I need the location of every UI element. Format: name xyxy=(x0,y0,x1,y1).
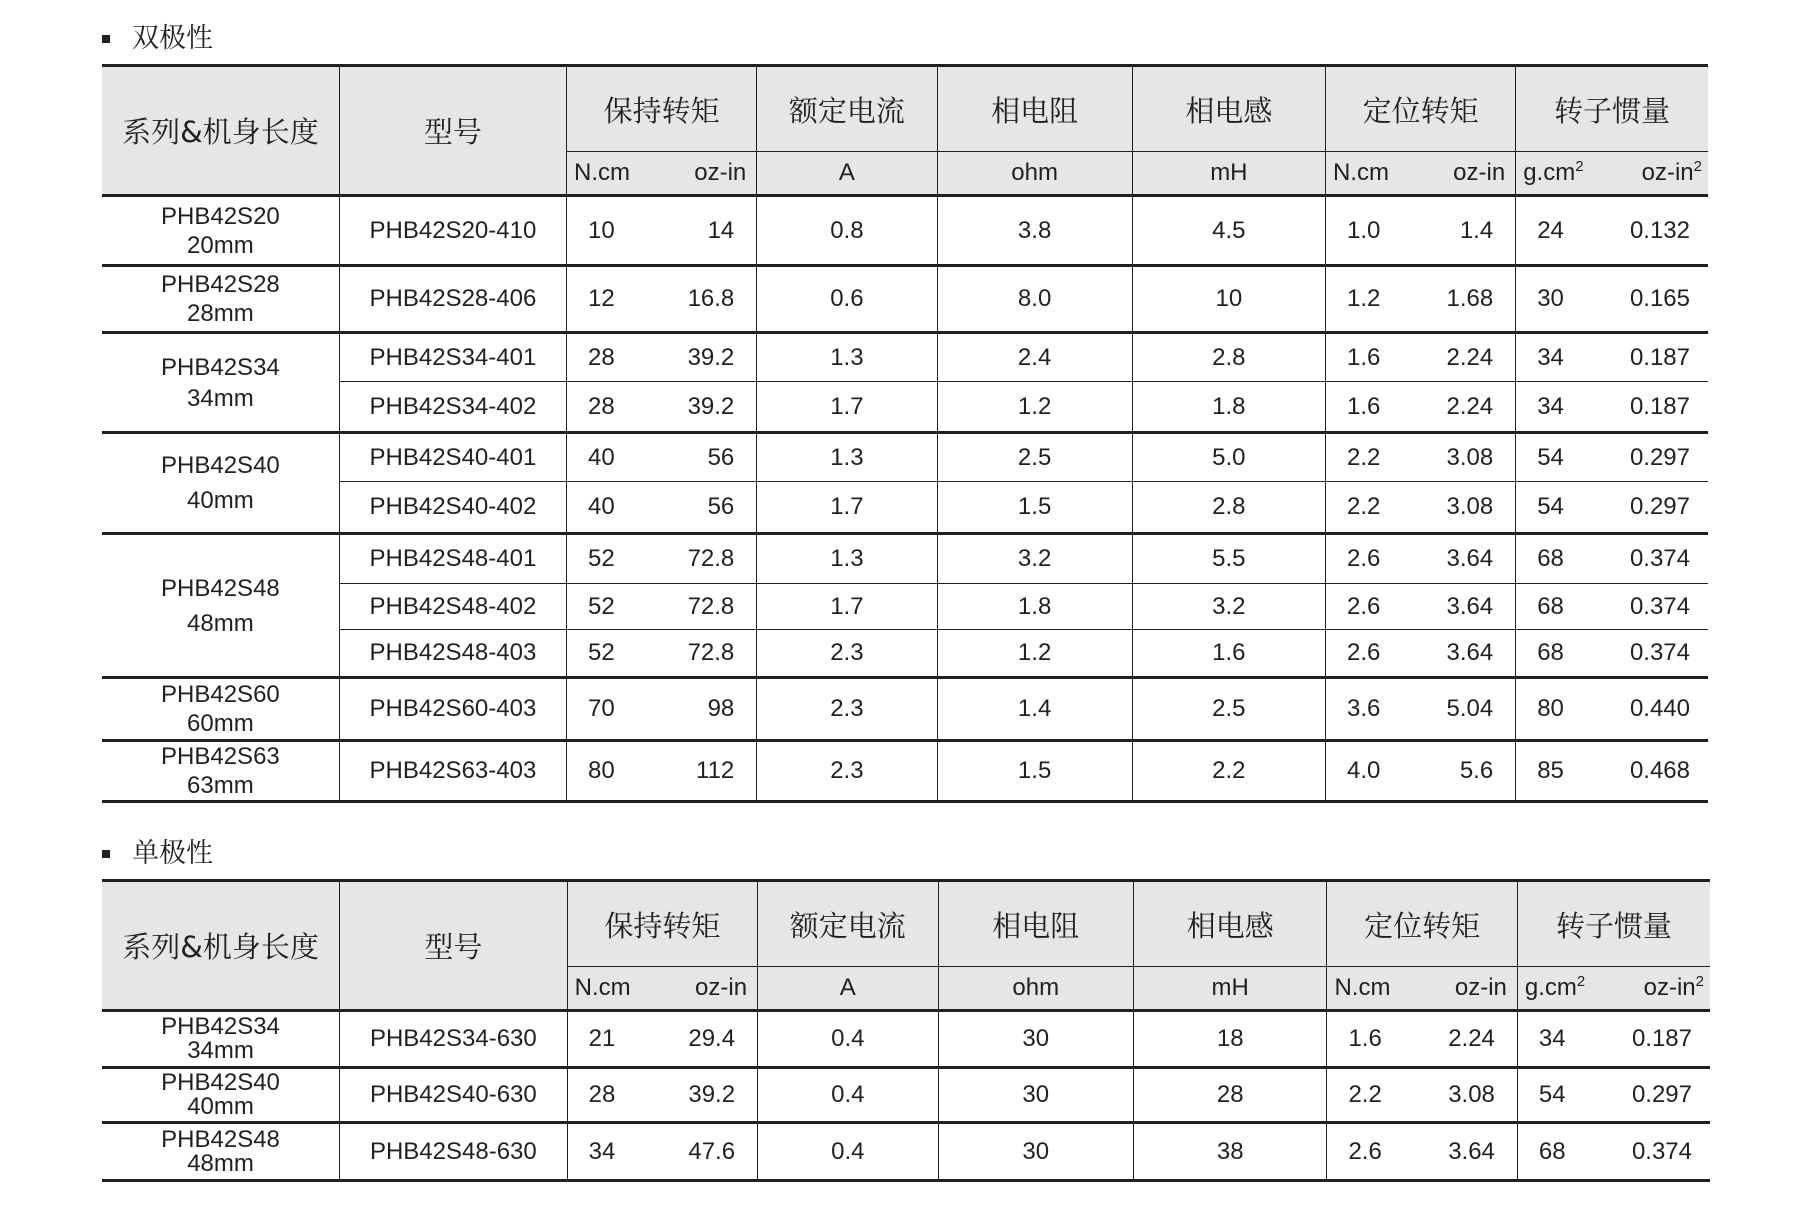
holding-torque-ozin-cell: 112 xyxy=(662,741,757,802)
header-model: 型号 xyxy=(339,66,566,196)
rotor-inertia-ozin-cell: 0.297 xyxy=(1609,482,1708,534)
rated-current-cell: 1.7 xyxy=(757,482,937,534)
detent-torque-ozin-cell: 2.24 xyxy=(1421,382,1516,433)
rotor-inertia-gcm-cell: 54 xyxy=(1516,482,1609,534)
series-name: PHB42S48 xyxy=(161,1125,280,1153)
series-cell xyxy=(102,741,339,802)
rated-current-cell: 1.3 xyxy=(757,534,937,584)
phase-resistance-cell: 1.5 xyxy=(937,741,1132,802)
table-row xyxy=(102,1011,1710,1068)
detent-torque-ozin-cell: 3.64 xyxy=(1421,630,1516,678)
rotor-inertia-gcm-cell: 68 xyxy=(1516,534,1609,584)
holding-torque-ncm-cell: 28 xyxy=(567,1068,662,1123)
header-holding-torque: 保持转矩 xyxy=(567,66,757,152)
detent-torque-ncm-cell: 2.2 xyxy=(1327,1068,1422,1123)
series-cell xyxy=(102,678,339,741)
phase-resistance-cell: 30 xyxy=(938,1123,1133,1181)
rotor-inertia-ozin-cell: 0.165 xyxy=(1609,266,1708,333)
detent-torque-ozin-cell: 3.64 xyxy=(1422,1123,1517,1181)
table-row xyxy=(102,678,1708,741)
rated-current-cell: 2.3 xyxy=(757,678,937,741)
series-name: PHB42S48 xyxy=(161,574,280,602)
table-row xyxy=(102,266,1708,333)
unit-amp: A xyxy=(758,967,938,1011)
series-length: 20mm xyxy=(187,231,254,259)
header-series: 系列&机身长度 xyxy=(102,881,340,1011)
rotor-inertia-gcm-cell: 54 xyxy=(1516,433,1609,482)
series-cell xyxy=(102,1011,340,1068)
series-name: PHB42S40 xyxy=(161,452,280,479)
phase-resistance-cell: 8.0 xyxy=(937,266,1132,333)
section-title-text: 双极性 xyxy=(132,23,213,54)
unit-gcm2: $g.cm^2$ xyxy=(1517,967,1610,1011)
series-length: 48mm xyxy=(187,609,254,637)
bullet-icon xyxy=(102,850,110,858)
header-detent-torque: 定位转矩 xyxy=(1325,66,1515,152)
header-model: 型号 xyxy=(340,881,568,1011)
series-name: PHB42S40 xyxy=(161,1069,280,1096)
rotor-inertia-gcm-cell: 68 xyxy=(1516,584,1609,630)
series-cell xyxy=(102,433,339,534)
model-cell: PHB42S48-630 xyxy=(340,1123,568,1181)
unit-ozin: oz-in xyxy=(1421,152,1516,196)
rotor-inertia-ozin-cell: 0.374 xyxy=(1609,630,1708,678)
phase-inductance-cell: 3.2 xyxy=(1132,584,1325,630)
table-row xyxy=(102,534,1708,584)
rated-current-cell: 1.3 xyxy=(757,333,937,382)
rotor-inertia-gcm-cell: 34 xyxy=(1516,382,1609,433)
section-title-unipolar xyxy=(102,837,213,871)
series-name: PHB42S63 xyxy=(161,743,280,770)
unit-ozin: oz-in xyxy=(1422,967,1517,1011)
rotor-inertia-ozin-cell: 0.440 xyxy=(1609,678,1708,741)
rotor-inertia-gcm-cell: 54 xyxy=(1517,1068,1610,1123)
model-cell: PHB42S34-630 xyxy=(340,1011,568,1068)
unit-ncm: N.cm xyxy=(1325,152,1420,196)
holding-torque-ncm-cell: 21 xyxy=(567,1011,662,1068)
unit-ozin2: $oz-in^2$ xyxy=(1611,967,1710,1011)
series-name: PHB42S34 xyxy=(161,1013,280,1040)
phase-inductance-cell: 2.2 xyxy=(1132,741,1325,802)
table-row xyxy=(102,433,1708,482)
detent-torque-ozin-cell: 5.04 xyxy=(1421,678,1516,741)
rotor-inertia-ozin-cell: 0.374 xyxy=(1609,534,1708,584)
table-row xyxy=(102,196,1708,266)
detent-torque-ncm-cell: 2.6 xyxy=(1325,630,1420,678)
header-series: 系列&机身长度 xyxy=(102,66,339,196)
holding-torque-ncm-cell: 52 xyxy=(567,630,662,678)
detent-torque-ozin-cell: 3.64 xyxy=(1421,534,1516,584)
rotor-inertia-ozin-cell: 0.374 xyxy=(1609,584,1708,630)
unit-ozin2: $oz-in^2$ xyxy=(1609,152,1708,196)
series-cell xyxy=(102,266,339,333)
unit-mh: mH xyxy=(1132,152,1325,196)
model-cell: PHB42S28-406 xyxy=(339,266,566,333)
holding-torque-ozin-cell: 72.8 xyxy=(662,630,757,678)
series-cell xyxy=(102,333,339,433)
detent-torque-ozin-cell: 2.24 xyxy=(1421,333,1516,382)
header-detent-torque: 定位转矩 xyxy=(1327,881,1517,967)
series-name: PHB42S20 xyxy=(161,202,280,230)
unit-amp: A xyxy=(757,152,937,196)
rotor-inertia-gcm-cell: 68 xyxy=(1517,1123,1610,1181)
model-cell: PHB42S34-402 xyxy=(339,382,566,433)
bipolar-spec-table xyxy=(102,64,1708,803)
phase-inductance-cell: 1.8 xyxy=(1132,382,1325,433)
holding-torque-ncm-cell: 10 xyxy=(567,196,662,266)
series-length: 34mm xyxy=(187,1037,254,1064)
holding-torque-ncm-cell: 80 xyxy=(567,741,662,802)
rotor-inertia-gcm-cell: 30 xyxy=(1516,266,1609,333)
series-length: 63mm xyxy=(187,772,254,799)
phase-resistance-cell: 1.2 xyxy=(937,630,1132,678)
detent-torque-ncm-cell: 1.2 xyxy=(1325,266,1420,333)
detent-torque-ncm-cell: 2.6 xyxy=(1325,584,1420,630)
header-row xyxy=(102,66,1708,152)
table-row xyxy=(102,333,1708,382)
phase-inductance-cell: 2.8 xyxy=(1132,333,1325,382)
unit-ncm: N.cm xyxy=(1327,967,1422,1011)
holding-torque-ozin-cell: 47.6 xyxy=(662,1123,757,1181)
rotor-inertia-ozin-cell: 0.132 xyxy=(1609,196,1708,266)
unit-ohm: ohm xyxy=(938,967,1133,1011)
series-length: 48mm xyxy=(187,1149,254,1177)
phase-inductance-cell: 5.0 xyxy=(1132,433,1325,482)
series-length: 60mm xyxy=(187,710,254,737)
table-row xyxy=(102,630,1708,678)
model-cell: PHB42S63-403 xyxy=(339,741,566,802)
model-cell: PHB42S34-401 xyxy=(339,333,566,382)
model-cell: PHB42S48-403 xyxy=(339,630,566,678)
holding-torque-ncm-cell: 12 xyxy=(567,266,662,333)
series-name: PHB42S34 xyxy=(161,353,280,381)
holding-torque-ozin-cell: 56 xyxy=(662,482,757,534)
detent-torque-ozin-cell: 2.24 xyxy=(1422,1011,1517,1068)
detent-torque-ncm-cell: 2.6 xyxy=(1327,1123,1422,1181)
header-phase-resistance: 相电阻 xyxy=(938,881,1133,967)
series-length: 28mm xyxy=(187,300,254,327)
unipolar-spec-table xyxy=(102,879,1710,1182)
series-name: PHB42S28 xyxy=(161,271,280,298)
unit-ncm: N.cm xyxy=(567,967,662,1011)
rotor-inertia-gcm-cell: 68 xyxy=(1516,630,1609,678)
holding-torque-ncm-cell: 70 xyxy=(567,678,662,741)
rated-current-cell: 2.3 xyxy=(757,741,937,802)
phase-inductance-cell: 28 xyxy=(1133,1068,1326,1123)
holding-torque-ncm-cell: 40 xyxy=(567,433,662,482)
detent-torque-ozin-cell: 1.68 xyxy=(1421,266,1516,333)
section-title-bipolar xyxy=(102,22,213,56)
header-rated-current: 额定电流 xyxy=(758,881,938,967)
rotor-inertia-ozin-cell: 0.297 xyxy=(1611,1068,1710,1123)
section-title-text: 单极性 xyxy=(132,838,213,869)
series-length: 40mm xyxy=(187,1093,254,1120)
detent-torque-ncm-cell: 1.6 xyxy=(1327,1011,1422,1068)
detent-torque-ozin-cell: 5.6 xyxy=(1421,741,1516,802)
header-holding-torque: 保持转矩 xyxy=(567,881,757,967)
detent-torque-ncm-cell: 3.6 xyxy=(1325,678,1420,741)
header-rated-current: 额定电流 xyxy=(757,66,937,152)
unit-ohm: ohm xyxy=(937,152,1132,196)
header-row xyxy=(102,881,1710,967)
detent-torque-ncm-cell: 1.6 xyxy=(1325,382,1420,433)
rotor-inertia-ozin-cell: 0.468 xyxy=(1609,741,1708,802)
table-row xyxy=(102,584,1708,630)
rated-current-cell: 0.4 xyxy=(758,1123,938,1181)
holding-torque-ozin-cell: 39.2 xyxy=(662,382,757,433)
holding-torque-ozin-cell: 39.2 xyxy=(662,1068,757,1123)
holding-torque-ncm-cell: 28 xyxy=(567,333,662,382)
rotor-inertia-ozin-cell: 0.187 xyxy=(1611,1011,1710,1068)
holding-torque-ozin-cell: 56 xyxy=(662,433,757,482)
header-phase-inductance: 相电感 xyxy=(1132,66,1325,152)
detent-torque-ncm-cell: 2.2 xyxy=(1325,482,1420,534)
holding-torque-ncm-cell: 52 xyxy=(567,534,662,584)
phase-resistance-cell: 3.2 xyxy=(937,534,1132,584)
rotor-inertia-gcm-cell: 34 xyxy=(1516,333,1609,382)
unit-mh: mH xyxy=(1133,967,1326,1011)
phase-inductance-cell: 1.6 xyxy=(1132,630,1325,678)
rotor-inertia-ozin-cell: 0.187 xyxy=(1609,382,1708,433)
detent-torque-ncm-cell: 2.2 xyxy=(1325,433,1420,482)
phase-resistance-cell: 2.4 xyxy=(937,333,1132,382)
phase-inductance-cell: 2.5 xyxy=(1132,678,1325,741)
series-length: 40mm xyxy=(187,487,254,514)
detent-torque-ncm-cell: 1.6 xyxy=(1325,333,1420,382)
model-cell: PHB42S20-410 xyxy=(339,196,566,266)
holding-torque-ncm-cell: 52 xyxy=(567,584,662,630)
detent-torque-ozin-cell: 3.08 xyxy=(1421,433,1516,482)
phase-resistance-cell: 1.2 xyxy=(937,382,1132,433)
series-cell xyxy=(102,1068,340,1123)
model-cell: PHB42S48-401 xyxy=(339,534,566,584)
unit-ncm: N.cm xyxy=(567,152,662,196)
rated-current-cell: 0.4 xyxy=(758,1011,938,1068)
holding-torque-ozin-cell: 16.8 xyxy=(662,266,757,333)
detent-torque-ozin-cell: 3.08 xyxy=(1422,1068,1517,1123)
model-cell: PHB42S48-402 xyxy=(339,584,566,630)
header-rotor-inertia: 转子惯量 xyxy=(1516,66,1708,152)
rotor-inertia-gcm-cell: 80 xyxy=(1516,678,1609,741)
phase-inductance-cell: 2.8 xyxy=(1132,482,1325,534)
holding-torque-ozin-cell: 29.4 xyxy=(662,1011,757,1068)
bullet-icon xyxy=(102,35,110,43)
detent-torque-ozin-cell: 3.64 xyxy=(1421,584,1516,630)
holding-torque-ozin-cell: 39.2 xyxy=(662,333,757,382)
header-phase-inductance: 相电感 xyxy=(1133,881,1326,967)
rated-current-cell: 1.3 xyxy=(757,433,937,482)
header-rotor-inertia: 转子惯量 xyxy=(1517,881,1710,967)
series-cell xyxy=(102,1123,340,1181)
phase-inductance-cell: 4.5 xyxy=(1132,196,1325,266)
rotor-inertia-ozin-cell: 0.297 xyxy=(1609,433,1708,482)
table-row xyxy=(102,741,1708,802)
holding-torque-ozin-cell: 14 xyxy=(662,196,757,266)
holding-torque-ozin-cell: 72.8 xyxy=(662,534,757,584)
phase-resistance-cell: 30 xyxy=(938,1068,1133,1123)
series-name: PHB42S60 xyxy=(161,681,280,708)
series-length: 34mm xyxy=(187,384,254,412)
holding-torque-ncm-cell: 28 xyxy=(567,382,662,433)
holding-torque-ncm-cell: 34 xyxy=(567,1123,662,1181)
holding-torque-ozin-cell: 72.8 xyxy=(662,584,757,630)
unit-ozin: oz-in xyxy=(662,152,757,196)
rotor-inertia-ozin-cell: 0.374 xyxy=(1611,1123,1710,1181)
phase-inductance-cell: 5.5 xyxy=(1132,534,1325,584)
phase-resistance-cell: 2.5 xyxy=(937,433,1132,482)
unit-gcm2: $g.cm^2$ xyxy=(1516,152,1609,196)
table-row xyxy=(102,1068,1710,1123)
unit-ozin: oz-in xyxy=(662,967,757,1011)
rated-current-cell: 0.4 xyxy=(758,1068,938,1123)
rotor-inertia-gcm-cell: 85 xyxy=(1516,741,1609,802)
detent-torque-ncm-cell: 2.6 xyxy=(1325,534,1420,584)
phase-resistance-cell: 3.8 xyxy=(937,196,1132,266)
model-cell: PHB42S60-403 xyxy=(339,678,566,741)
detent-torque-ncm-cell: 1.0 xyxy=(1325,196,1420,266)
model-cell: PHB42S40-401 xyxy=(339,433,566,482)
rotor-inertia-ozin-cell: 0.187 xyxy=(1609,333,1708,382)
phase-inductance-cell: 38 xyxy=(1133,1123,1326,1181)
rated-current-cell: 1.7 xyxy=(757,584,937,630)
holding-torque-ozin-cell: 98 xyxy=(662,678,757,741)
rated-current-cell: 0.8 xyxy=(757,196,937,266)
phase-inductance-cell: 10 xyxy=(1132,266,1325,333)
model-cell: PHB42S40-630 xyxy=(340,1068,568,1123)
phase-resistance-cell: 1.4 xyxy=(937,678,1132,741)
phase-resistance-cell: 30 xyxy=(938,1011,1133,1068)
rated-current-cell: 1.7 xyxy=(757,382,937,433)
series-cell xyxy=(102,196,339,266)
series-cell xyxy=(102,534,339,678)
phase-resistance-cell: 1.8 xyxy=(937,584,1132,630)
model-cell: PHB42S40-402 xyxy=(339,482,566,534)
phase-inductance-cell: 18 xyxy=(1133,1011,1326,1068)
table-row xyxy=(102,482,1708,534)
detent-torque-ncm-cell: 4.0 xyxy=(1325,741,1420,802)
rotor-inertia-gcm-cell: 24 xyxy=(1516,196,1609,266)
detent-torque-ozin-cell: 1.4 xyxy=(1421,196,1516,266)
holding-torque-ncm-cell: 40 xyxy=(567,482,662,534)
table-row xyxy=(102,382,1708,433)
rated-current-cell: 2.3 xyxy=(757,630,937,678)
table-row xyxy=(102,1123,1710,1181)
phase-resistance-cell: 1.5 xyxy=(937,482,1132,534)
header-phase-resistance: 相电阻 xyxy=(937,66,1132,152)
detent-torque-ozin-cell: 3.08 xyxy=(1421,482,1516,534)
rotor-inertia-gcm-cell: 34 xyxy=(1517,1011,1610,1068)
rated-current-cell: 0.6 xyxy=(757,266,937,333)
